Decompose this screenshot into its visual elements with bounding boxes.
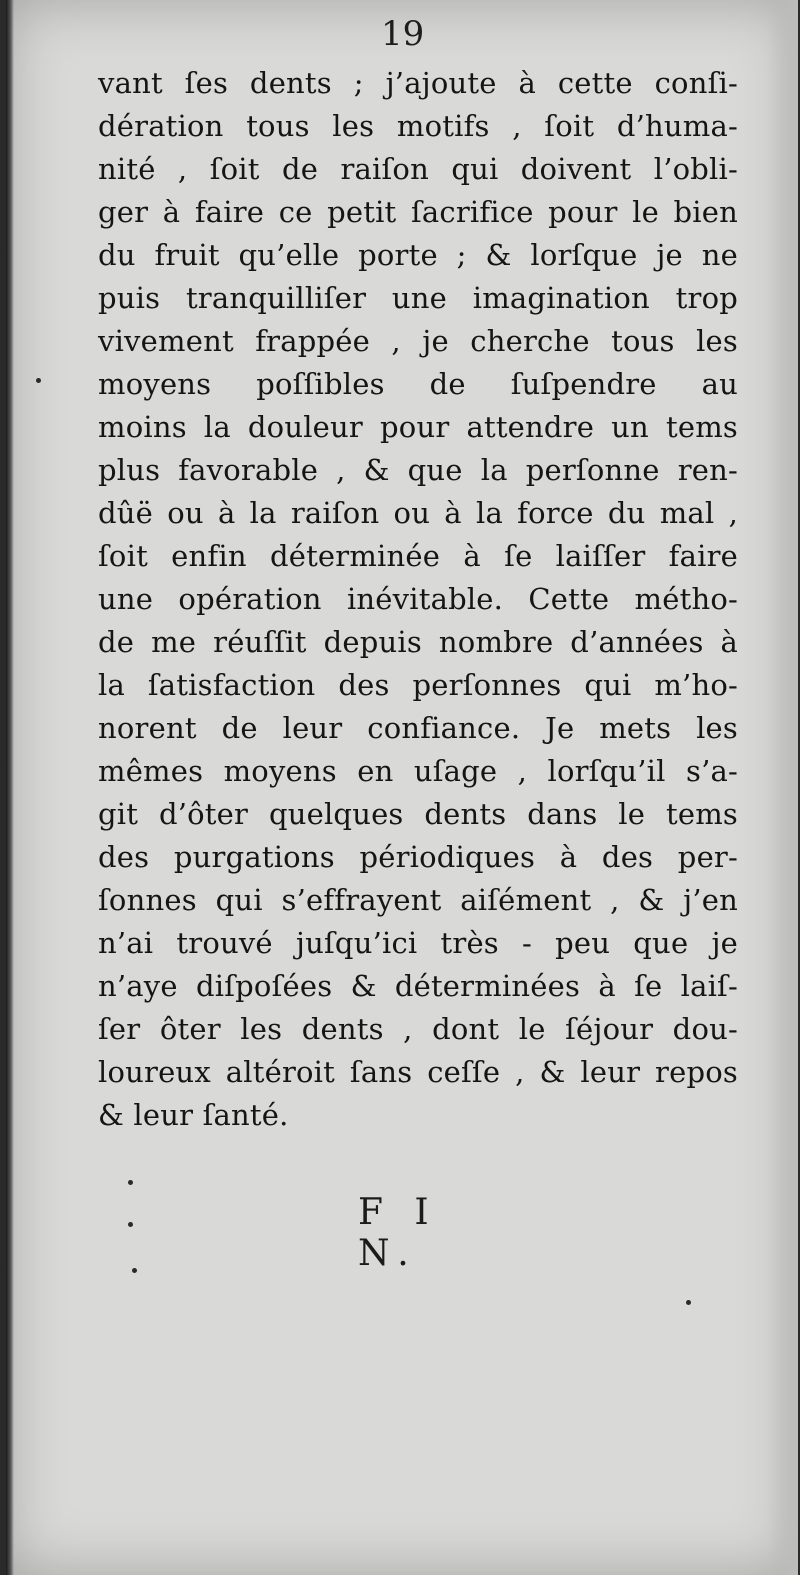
text-line: ſer ôter les dents , dont le ſéjour dou- [98,1012,738,1046]
text-line: moyens poſſibles de ſuſpendre au [98,367,738,401]
text-line: dûë ou à la raiſon ou à la force du mal , [98,496,738,530]
book-page [6,0,798,1575]
body-text [98,62,738,1137]
text-line: de me réuſſit depuis nombre d’années à [98,625,738,659]
text-line: n’aye diſpoſées & déterminées à ſe laiſ- [98,969,738,1003]
ink-speck [132,1268,137,1273]
ink-speck [686,1300,691,1305]
text-line: git d’ôter quelques dents dans le tems [98,797,738,831]
text-line: plus favorable , & que la perſonne ren- [98,453,738,487]
ink-speck [128,1180,133,1185]
end-mark: F I N. [358,1192,439,1274]
text-line: ſonnes qui s’effrayent aiſément , & j’en [98,883,738,917]
text-line: moins la douleur pour attendre un tems [98,410,738,444]
text-line: vant ſes dents ; j’ajoute à cette conſi- [98,66,738,100]
text-line: & leur ſanté. [98,1098,289,1132]
text-line: mêmes moyens en uſage , lorſqu’il s’a- [98,754,738,788]
page-gutter-shadow [6,0,14,1575]
text-line: puis tranquilliſer une imagination trop [98,281,738,315]
text-line: une opération inévitable. Cette métho- [98,582,738,616]
text-line: loureux altéroit ſans ceſſe , & leur repos [98,1055,738,1089]
text-line: du fruit qu’elle porte ; & lorſque je ne [98,238,738,272]
text-line: ſoit enfin déterminée à ſe laiſſer faire [98,539,738,573]
text-line: des purgations périodiques à des per- [98,840,738,874]
text-line: dération tous les motifs , ſoit d’huma- [98,109,738,143]
ink-speck [36,378,41,383]
page-number: 19 [381,14,425,54]
text-line: n’ai trouvé juſqu’ici très - peu que je [98,926,738,960]
text-line: nité , ſoit de raiſon qui doivent l’obli- [98,152,738,186]
page-edge [768,0,798,1575]
text-line: ger à faire ce petit ſacrifice pour le bien [98,195,738,229]
text-line: norent de leur confiance. Je mets les [98,711,738,745]
text-line: la ſatisfaction des perſonnes qui m’ho- [98,668,738,702]
text-line: vivement frappée , je cherche tous les [98,324,738,358]
ink-speck [128,1222,133,1227]
